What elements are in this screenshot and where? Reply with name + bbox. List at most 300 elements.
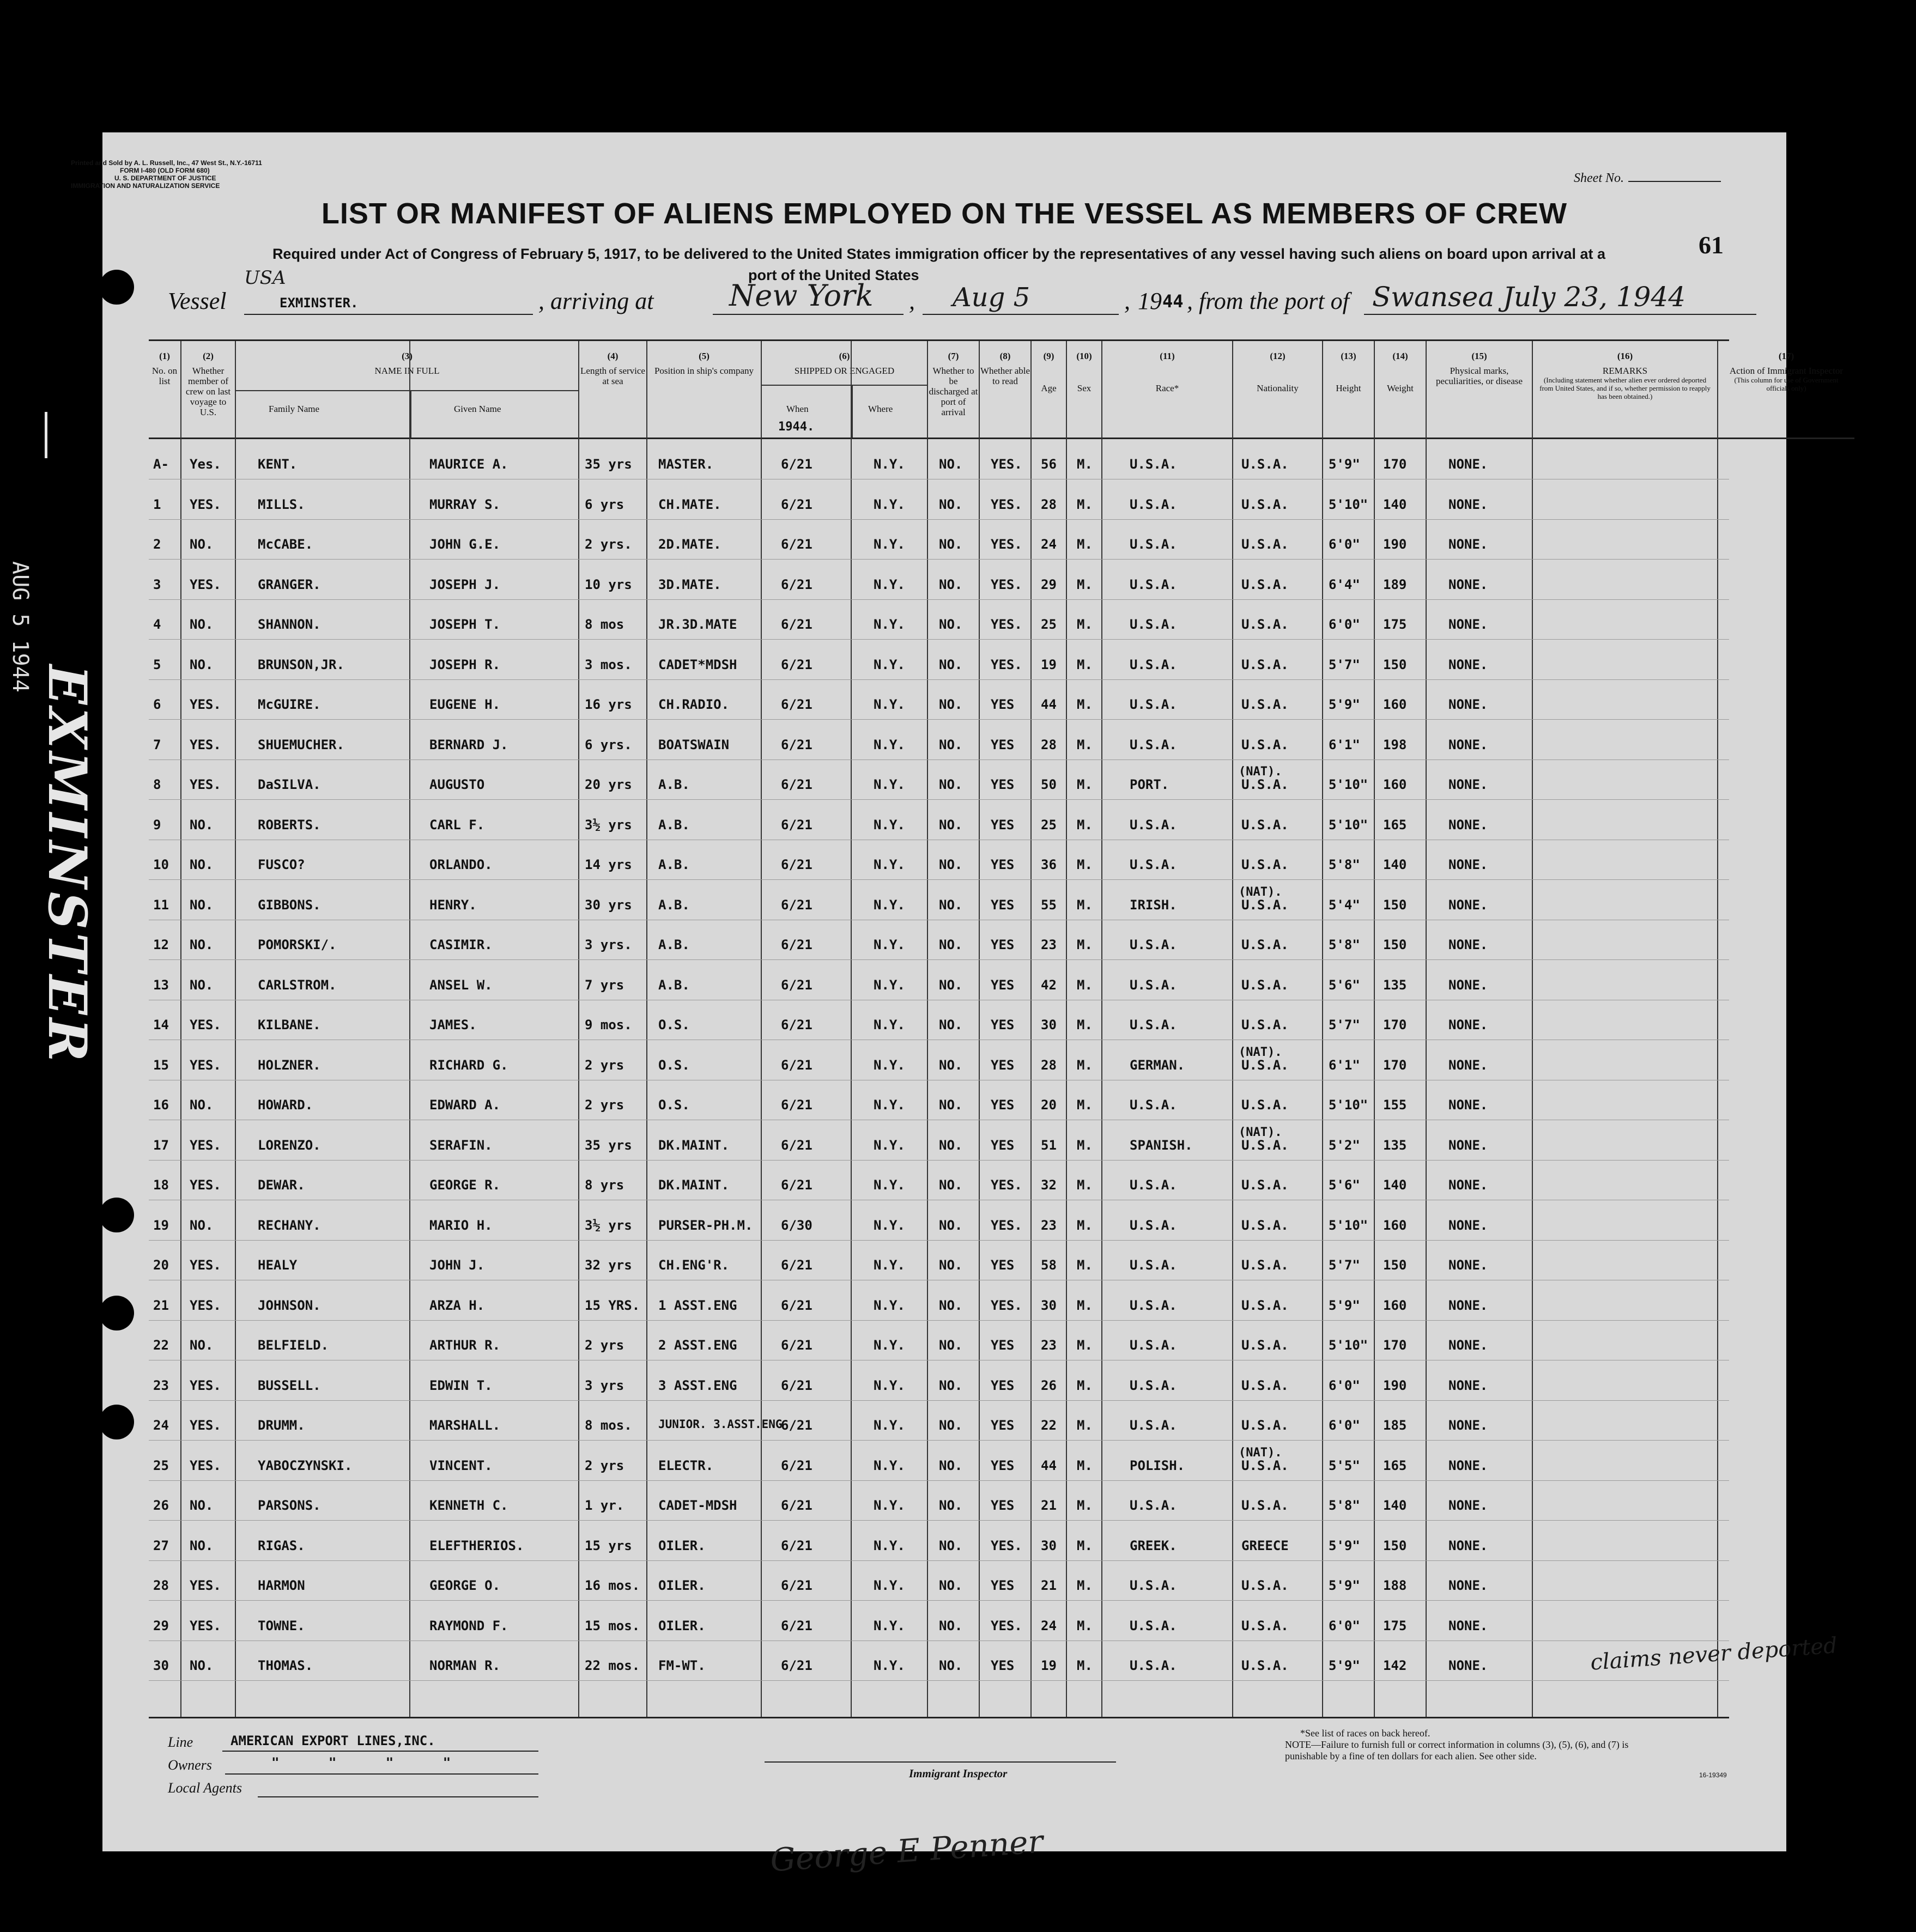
cell-age: 20 xyxy=(1041,1097,1057,1113)
cell-when: 6/21 xyxy=(781,1538,813,1553)
cell-nat: U.S.A. xyxy=(1241,977,1289,993)
cell-height: 6'1" xyxy=(1329,737,1360,752)
cell-disch: NO. xyxy=(939,1137,963,1153)
vessel-name: EXMINSTER. xyxy=(280,295,359,311)
cell-weight: 150 xyxy=(1383,1538,1407,1553)
cell-prev: YES. xyxy=(190,496,221,512)
cell-position: A.B. xyxy=(658,857,690,872)
col-header-service: (4) Length of service at sea xyxy=(579,341,647,439)
cell-where: N.Y. xyxy=(874,457,905,472)
cell-nat: U.S.A. xyxy=(1241,897,1289,913)
cell-disch: NO. xyxy=(939,857,963,872)
cell-read: YES xyxy=(991,1017,1015,1032)
cell-when: 6/21 xyxy=(781,1097,813,1113)
cell-weight: 170 xyxy=(1383,457,1407,472)
table-row xyxy=(149,560,1729,600)
cell-position: CH.RADIO. xyxy=(658,697,730,712)
cell-race: U.S.A. xyxy=(1130,1578,1177,1593)
cell-read: YES xyxy=(991,1338,1015,1353)
cell-when: 6/21 xyxy=(781,1618,813,1633)
cell-race: U.S.A. xyxy=(1130,1418,1177,1433)
cell-service: 6 yrs. xyxy=(585,737,632,752)
cell-weight: 185 xyxy=(1383,1418,1407,1433)
cell-nat: U.S.A. xyxy=(1241,1457,1289,1473)
cell-marks: NONE. xyxy=(1448,977,1488,993)
cell-when: 6/21 xyxy=(781,1297,813,1313)
cell-prev: NO. xyxy=(190,817,214,833)
cell-height: 6'0" xyxy=(1329,1377,1360,1393)
cell-given: ARTHUR R. xyxy=(429,1338,501,1353)
cell-disch: NO. xyxy=(939,1017,963,1032)
cell-position: 2 ASST.ENG xyxy=(658,1338,737,1353)
cell-position: O.S. xyxy=(658,1097,690,1113)
cell-nat-note: (NAT). xyxy=(1239,1445,1282,1460)
cell-race: U.S.A. xyxy=(1130,657,1177,672)
cell-age: 24 xyxy=(1041,537,1057,552)
cell-race: U.S.A. xyxy=(1130,857,1177,872)
cell-read: YES xyxy=(991,1097,1015,1113)
cell-age: 32 xyxy=(1041,1177,1057,1193)
margin-vessel-name: EXMINSTER xyxy=(37,665,98,1065)
cell-position: 1 ASST.ENG xyxy=(658,1297,737,1313)
cell-disch: NO. xyxy=(939,1658,963,1673)
cell-age: 25 xyxy=(1041,617,1057,632)
cell-prev: YES. xyxy=(190,1457,221,1473)
cell-weight: 190 xyxy=(1383,1377,1407,1393)
page-number: 61 xyxy=(1699,231,1724,259)
cell-prev: YES. xyxy=(190,1137,221,1153)
cell-position: A.B. xyxy=(658,977,690,993)
cell-sex: M. xyxy=(1077,496,1093,512)
table-row xyxy=(149,640,1729,680)
cell-weight: 150 xyxy=(1383,657,1407,672)
sheet-number: Sheet No. xyxy=(1574,171,1721,186)
cell-no: 3 xyxy=(153,576,161,592)
cell-weight: 160 xyxy=(1383,1217,1407,1233)
table-row xyxy=(149,1160,1729,1200)
cell-no: 2 xyxy=(153,537,161,552)
cell-height: 5'6" xyxy=(1329,977,1360,993)
cell-position: CH.ENG'R. xyxy=(658,1257,730,1273)
cell-height: 5'9" xyxy=(1329,697,1360,712)
table-row xyxy=(149,439,1729,479)
cell-read: YES. xyxy=(991,496,1022,512)
cell-prev: YES. xyxy=(190,1057,221,1073)
table-row xyxy=(149,1320,1729,1360)
table-row xyxy=(149,760,1729,800)
footnote: *See list of races on back hereof. NOTE—Failure to furnish full or correct information in columns (3), (5), (6), and (7) is punishable by a fine of ten dollars for each alien. See other side. xyxy=(1285,1728,1629,1761)
cell-marks: NONE. xyxy=(1448,777,1488,792)
cell-where: N.Y. xyxy=(874,977,905,993)
cell-weight: 135 xyxy=(1383,1137,1407,1153)
cell-age: 28 xyxy=(1041,1057,1057,1073)
cell-no: 8 xyxy=(153,777,161,792)
cell-height: 5'9" xyxy=(1329,457,1360,472)
col-header-position: (5) Position in ship's company xyxy=(647,341,762,439)
cell-given: JOSEPH R. xyxy=(429,657,501,672)
col-header-previous-voyage: (2) Whether member of crew on last voyage to U.S. xyxy=(181,341,236,439)
cell-weight: 198 xyxy=(1383,737,1407,752)
cell-marks: NONE. xyxy=(1448,1137,1488,1153)
cell-marks: NONE. xyxy=(1448,1578,1488,1593)
cell-nat: U.S.A. xyxy=(1241,1377,1289,1393)
col-header-action: (17) Action of Immigrant Inspector (This column for use of Government officials only) xyxy=(1718,341,1854,439)
cell-when: 6/21 xyxy=(781,937,813,952)
cell-sex: M. xyxy=(1077,1338,1093,1353)
cell-age: 30 xyxy=(1041,1538,1057,1553)
cell-no: 9 xyxy=(153,817,161,833)
cell-disch: NO. xyxy=(939,897,963,913)
cell-when: 6/21 xyxy=(781,1498,813,1513)
cell-position: CADET*MDSH xyxy=(658,657,737,672)
cell-family: THOMAS. xyxy=(258,1658,313,1673)
cell-service: 1 yr. xyxy=(585,1498,624,1513)
cell-age: 23 xyxy=(1041,1338,1057,1353)
cell-height: 5'8" xyxy=(1329,1498,1360,1513)
cell-prev: YES. xyxy=(190,1377,221,1393)
cell-sex: M. xyxy=(1077,1498,1093,1513)
cell-nat: U.S.A. xyxy=(1241,1097,1289,1113)
cell-prev: NO. xyxy=(190,897,214,913)
cell-weight: 160 xyxy=(1383,697,1407,712)
cell-prev: YES. xyxy=(190,1257,221,1273)
table-row xyxy=(149,840,1729,880)
cell-where: N.Y. xyxy=(874,617,905,632)
cell-where: N.Y. xyxy=(874,576,905,592)
col-header-name: (3) NAME IN FULL Family Name Given Name xyxy=(236,341,579,439)
cell-position: O.S. xyxy=(658,1017,690,1032)
form-number: 16-19349 xyxy=(1699,1771,1727,1779)
cell-read: YES. xyxy=(991,1618,1022,1633)
cell-family: HEALY xyxy=(258,1257,298,1273)
cell-nat: U.S.A. xyxy=(1241,657,1289,672)
cell-sex: M. xyxy=(1077,937,1093,952)
cell-nat: U.S.A. xyxy=(1241,937,1289,952)
table-row xyxy=(149,720,1729,760)
cell-disch: NO. xyxy=(939,496,963,512)
cell-where: N.Y. xyxy=(874,777,905,792)
cell-service: 3 mos. xyxy=(585,657,632,672)
cell-read: YES xyxy=(991,1658,1015,1673)
cell-race: SPANISH. xyxy=(1130,1137,1193,1153)
cell-position: JUNIOR. 3.ASST.ENG xyxy=(658,1418,783,1431)
cell-height: 5'6" xyxy=(1329,1177,1360,1193)
cell-where: N.Y. xyxy=(874,737,905,752)
cell-family: BELFIELD. xyxy=(258,1338,329,1353)
cell-when: 6/21 xyxy=(781,1137,813,1153)
col-header-sex: (10) Sex xyxy=(1067,341,1102,439)
cell-height: 5'9" xyxy=(1329,1538,1360,1553)
cell-disch: NO. xyxy=(939,617,963,632)
table-row xyxy=(149,880,1729,920)
cell-no: 12 xyxy=(153,937,169,952)
cell-service: 20 yrs xyxy=(585,777,632,792)
cell-where: N.Y. xyxy=(874,1057,905,1073)
cell-family: LORENZO. xyxy=(258,1137,321,1153)
cell-nat-note: (NAT). xyxy=(1239,885,1282,899)
cell-read: YES. xyxy=(991,1177,1022,1193)
cell-disch: NO. xyxy=(939,1578,963,1593)
cell-weight: 140 xyxy=(1383,496,1407,512)
table-row xyxy=(149,599,1729,640)
cell-marks: NONE. xyxy=(1448,1097,1488,1113)
document-title: LIST OR MANIFEST OF ALIENS EMPLOYED ON THE VESSEL AS MEMBERS OF CREW xyxy=(321,197,1568,230)
cell-service: 15 YRS. xyxy=(585,1297,640,1313)
cell-family: McGUIRE. xyxy=(258,697,321,712)
table-row xyxy=(149,1601,1729,1641)
arrival-date: Aug 5 xyxy=(953,282,1030,313)
table-row xyxy=(149,1200,1729,1241)
cell-read: YES xyxy=(991,897,1015,913)
owners-value: " " " " xyxy=(271,1755,472,1770)
cell-when: 6/21 xyxy=(781,576,813,592)
cell-prev: YES. xyxy=(190,777,221,792)
cell-given: CASIMIR. xyxy=(429,937,493,952)
cell-where: N.Y. xyxy=(874,537,905,552)
cell-read: YES xyxy=(991,1457,1015,1473)
cell-age: 36 xyxy=(1041,857,1057,872)
cell-nat: U.S.A. xyxy=(1241,576,1289,592)
cell-read: YES xyxy=(991,937,1015,952)
cell-race: IRISH. xyxy=(1130,897,1177,913)
cell-weight: 189 xyxy=(1383,576,1407,592)
cell-when: 6/21 xyxy=(781,1017,813,1032)
table-row xyxy=(149,920,1729,960)
arriving-label: , arriving at xyxy=(538,288,654,314)
cell-prev: YES. xyxy=(190,1578,221,1593)
cell-no: A- xyxy=(153,457,169,472)
cell-nat: U.S.A. xyxy=(1241,1257,1289,1273)
cell-age: 28 xyxy=(1041,737,1057,752)
date-stamp: AUG 5 1944 xyxy=(8,561,33,692)
crew-table xyxy=(149,339,1844,1718)
cell-prev: NO. xyxy=(190,857,214,872)
cell-disch: NO. xyxy=(939,937,963,952)
cell-no: 16 xyxy=(153,1097,169,1113)
cell-no: 7 xyxy=(153,737,161,752)
cell-age: 23 xyxy=(1041,937,1057,952)
cell-disch: NO. xyxy=(939,1538,963,1553)
cell-height: 5'8" xyxy=(1329,857,1360,872)
cell-nat: U.S.A. xyxy=(1241,777,1289,792)
cell-marks: NONE. xyxy=(1448,496,1488,512)
cell-family: TOWNE. xyxy=(258,1618,305,1633)
cell-given: RAYMOND F. xyxy=(429,1618,508,1633)
cell-sex: M. xyxy=(1077,1017,1093,1032)
cell-disch: NO. xyxy=(939,1338,963,1353)
cell-marks: NONE. xyxy=(1448,1498,1488,1513)
cell-given: JOSEPH J. xyxy=(429,576,501,592)
cell-prev: NO. xyxy=(190,1658,214,1673)
cell-service: 3½ yrs xyxy=(585,817,632,833)
cell-nat: U.S.A. xyxy=(1241,1057,1289,1073)
cell-nat: U.S.A. xyxy=(1241,1498,1289,1513)
cell-no: 25 xyxy=(153,1457,169,1473)
cell-given: MARSHALL. xyxy=(429,1418,501,1433)
cell-height: 5'2" xyxy=(1329,1137,1360,1153)
table-row xyxy=(149,1400,1729,1441)
cell-race: U.S.A. xyxy=(1130,977,1177,993)
margin-mark xyxy=(45,412,47,458)
cell-read: YES xyxy=(991,1498,1015,1513)
cell-given: ARZA H. xyxy=(429,1297,485,1313)
cell-nat: U.S.A. xyxy=(1241,1618,1289,1633)
cell-race: U.S.A. xyxy=(1130,1177,1177,1193)
year-suffix: 44 xyxy=(1162,291,1184,312)
cell-height: 5'10" xyxy=(1329,496,1368,512)
cell-where: N.Y. xyxy=(874,1418,905,1433)
cell-given: BERNARD J. xyxy=(429,737,508,752)
cell-disch: NO. xyxy=(939,1297,963,1313)
cell-sex: M. xyxy=(1077,1538,1093,1553)
line-value: AMERICAN EXPORT LINES,INC. xyxy=(231,1733,435,1748)
cell-position: 2D.MATE. xyxy=(658,537,721,552)
table-row xyxy=(149,960,1729,1000)
cell-sex: M. xyxy=(1077,576,1093,592)
table-row xyxy=(149,679,1729,720)
cell-race: U.S.A. xyxy=(1130,1217,1177,1233)
cell-read: YES xyxy=(991,737,1015,752)
cell-when: 6/21 xyxy=(781,777,813,792)
table-row xyxy=(149,1480,1729,1521)
cell-race: U.S.A. xyxy=(1130,697,1177,712)
cell-family: GRANGER. xyxy=(258,576,321,592)
cell-nat-note: (NAT). xyxy=(1239,1045,1282,1059)
cell-race: U.S.A. xyxy=(1130,737,1177,752)
punch-hole xyxy=(99,270,134,305)
cell-race: U.S.A. xyxy=(1130,817,1177,833)
cell-service: 10 yrs xyxy=(585,576,632,592)
cell-age: 55 xyxy=(1041,897,1057,913)
cell-no: 10 xyxy=(153,857,169,872)
cell-sex: M. xyxy=(1077,1257,1093,1273)
cell-read: YES. xyxy=(991,617,1022,632)
cell-read: YES xyxy=(991,857,1015,872)
cell-where: N.Y. xyxy=(874,496,905,512)
cell-marks: NONE. xyxy=(1448,737,1488,752)
cell-when: 6/21 xyxy=(781,1658,813,1673)
cell-prev: NO. xyxy=(190,1338,214,1353)
punch-hole xyxy=(99,1405,134,1439)
cell-given: ORLANDO. xyxy=(429,857,493,872)
cell-prev: YES. xyxy=(190,697,221,712)
cell-height: 6'0" xyxy=(1329,537,1360,552)
cell-position: A.B. xyxy=(658,817,690,833)
cell-weight: 160 xyxy=(1383,1297,1407,1313)
cell-service: 2 yrs xyxy=(585,1097,624,1113)
cell-family: FUSCO? xyxy=(258,857,305,872)
cell-marks: NONE. xyxy=(1448,1177,1488,1193)
cell-read: YES. xyxy=(991,537,1022,552)
cell-disch: NO. xyxy=(939,737,963,752)
cell-position: O.S. xyxy=(658,1057,690,1073)
cell-family: CARLSTROM. xyxy=(258,977,337,993)
cell-when: 6/21 xyxy=(781,1057,813,1073)
cell-service: 35 yrs xyxy=(585,457,632,472)
cell-family: PARSONS. xyxy=(258,1498,321,1513)
table-row xyxy=(149,1441,1729,1481)
cell-where: N.Y. xyxy=(874,937,905,952)
cell-no: 11 xyxy=(153,897,169,913)
cell-read: YES. xyxy=(991,657,1022,672)
table-row xyxy=(149,1080,1729,1120)
cell-age: 44 xyxy=(1041,697,1057,712)
cell-when: 6/21 xyxy=(781,457,813,472)
cell-when: 6/21 xyxy=(781,737,813,752)
cell-sex: M. xyxy=(1077,697,1093,712)
cell-no: 30 xyxy=(153,1658,169,1673)
table-row xyxy=(149,1000,1729,1040)
col-header-discharged: (7) Whether to be discharged at port of arrival xyxy=(928,341,980,439)
cell-sex: M. xyxy=(1077,537,1093,552)
cell-weight: 170 xyxy=(1383,1338,1407,1353)
cell-sex: M. xyxy=(1077,1457,1093,1473)
cell-prev: NO. xyxy=(190,1097,214,1113)
year-prefix: 19 xyxy=(1138,288,1162,314)
cell-height: 5'5" xyxy=(1329,1457,1360,1473)
cell-no: 26 xyxy=(153,1498,169,1513)
cell-disch: NO. xyxy=(939,1097,963,1113)
cell-prev: NO. xyxy=(190,977,214,993)
cell-weight: 140 xyxy=(1383,1177,1407,1193)
cell-age: 44 xyxy=(1041,1457,1057,1473)
cell-weight: 190 xyxy=(1383,537,1407,552)
cell-service: 6 yrs xyxy=(585,496,624,512)
cell-age: 19 xyxy=(1041,1658,1057,1673)
cell-no: 23 xyxy=(153,1377,169,1393)
cell-service: 3 yrs. xyxy=(585,937,632,952)
cell-marks: NONE. xyxy=(1448,857,1488,872)
cell-sex: M. xyxy=(1077,1578,1093,1593)
cell-given: ELEFTHERIOS. xyxy=(429,1538,524,1553)
cell-weight: 150 xyxy=(1383,1257,1407,1273)
departure-port: Swansea July 23, 1944 xyxy=(1372,281,1686,313)
cell-no: 17 xyxy=(153,1137,169,1153)
act-statement: Required under Act of Congress of February 5, 1917, to be delivered to the United States immigration officer by the representatives of any vessel having such aliens on board upon arrival at a xyxy=(272,246,1606,262)
cell-age: 21 xyxy=(1041,1578,1057,1593)
cell-when: 6/21 xyxy=(781,817,813,833)
cell-family: KENT. xyxy=(258,457,298,472)
cell-position: OILER. xyxy=(658,1618,706,1633)
cell-family: RIGAS. xyxy=(258,1538,305,1553)
cell-no: 28 xyxy=(153,1578,169,1593)
cell-marks: NONE. xyxy=(1448,1257,1488,1273)
cell-age: 25 xyxy=(1041,817,1057,833)
cell-family: BUSSELL. xyxy=(258,1377,321,1393)
cell-read: YES xyxy=(991,1137,1015,1153)
cell-position: PURSER-PH.M. xyxy=(658,1217,753,1233)
cell-service: 22 mos. xyxy=(585,1658,640,1673)
cell-marks: NONE. xyxy=(1448,937,1488,952)
cell-service: 3½ yrs xyxy=(585,1217,632,1233)
cell-height: 5'10" xyxy=(1329,777,1368,792)
cell-no: 5 xyxy=(153,657,161,672)
cell-where: N.Y. xyxy=(874,1377,905,1393)
cell-read: YES xyxy=(991,697,1015,712)
cell-height: 5'10" xyxy=(1329,817,1368,833)
cell-weight: 175 xyxy=(1383,617,1407,632)
cell-marks: NONE. xyxy=(1448,1338,1488,1353)
cell-height: 5'10" xyxy=(1329,1097,1368,1113)
table-row xyxy=(149,1240,1729,1280)
inspector-label: Immigrant Inspector xyxy=(909,1767,1008,1780)
cell-when: 6/21 xyxy=(781,1457,813,1473)
cell-nat: U.S.A. xyxy=(1241,1418,1289,1433)
cell-read: YES. xyxy=(991,576,1022,592)
cell-marks: NONE. xyxy=(1448,576,1488,592)
cell-when: 6/21 xyxy=(781,1338,813,1353)
line-label: Line xyxy=(168,1734,193,1750)
